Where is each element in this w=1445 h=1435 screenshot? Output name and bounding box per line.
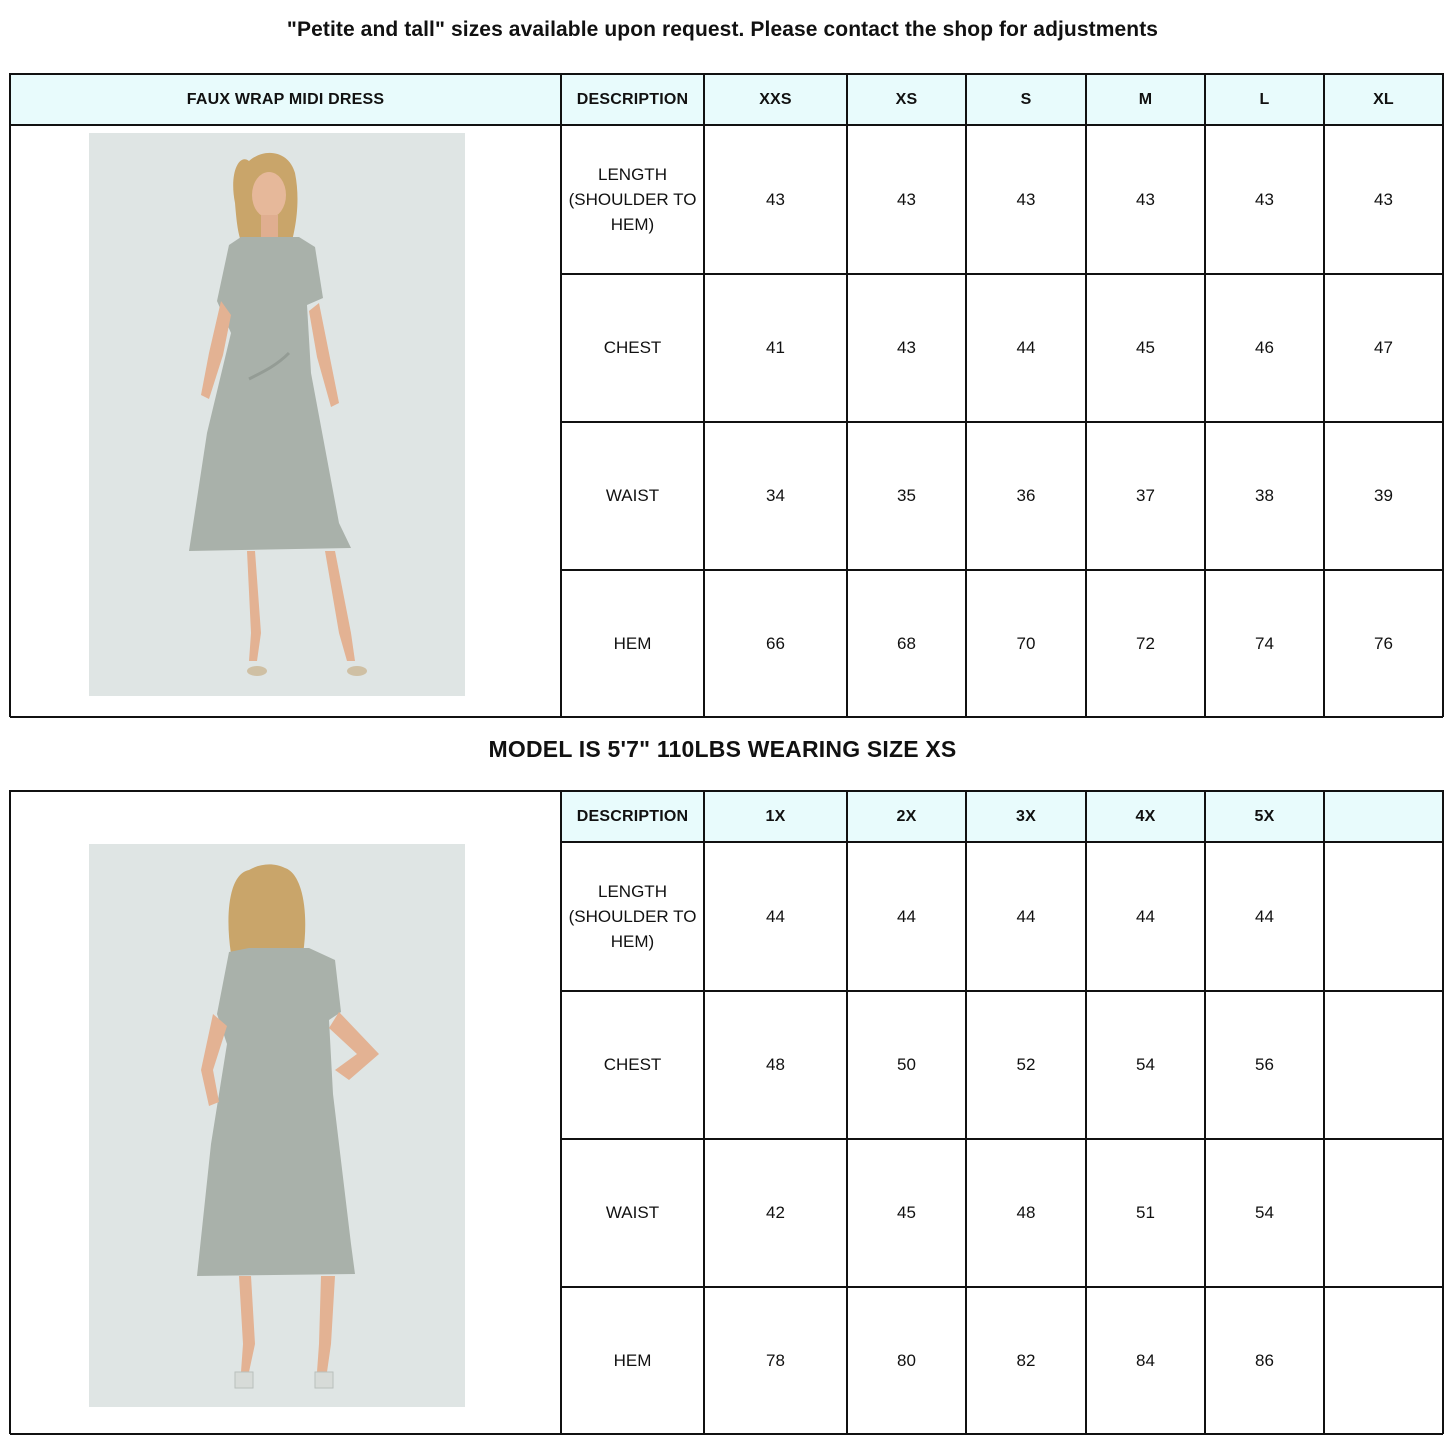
size-header-4x: 4X [1086, 790, 1205, 842]
size-header-m: M [1086, 73, 1205, 125]
size-header-s: S [966, 73, 1086, 125]
measurement-value: 45 [897, 1202, 916, 1222]
table-border [1442, 790, 1444, 1434]
measurement-value: 56 [1255, 1054, 1274, 1074]
size-header-xxs: XXS [704, 73, 847, 125]
size-header-3x: 3X [966, 790, 1086, 842]
measurement-value: 43 [1374, 189, 1393, 209]
column-divider [1323, 790, 1325, 1434]
row-divider [561, 1286, 1443, 1288]
row-label: CHEST [603, 1054, 662, 1074]
measurement-value: 44 [1136, 906, 1155, 926]
measurement-value: 52 [1016, 1054, 1036, 1074]
size-header-2x: 2X [847, 790, 966, 842]
measurement-value: 37 [1136, 485, 1155, 505]
row-label: LENGTH (SHOULDER TO HEM) [568, 164, 697, 234]
row-label: CHEST [603, 337, 662, 357]
measurement-value: 35 [897, 485, 916, 505]
row-divider [561, 1138, 1443, 1140]
measurement-value: 44 [897, 906, 916, 926]
product-title: FAUX WRAP MIDI DRESS [10, 73, 561, 125]
table-border [9, 790, 11, 1434]
size-header-xl: XL [1324, 73, 1443, 125]
column-divider [1085, 790, 1087, 1434]
measurement-value: 80 [897, 1350, 916, 1370]
size-header-5x: 5X [1205, 790, 1324, 842]
measurement-value: 45 [1136, 337, 1155, 357]
measurement-value: 48 [766, 1054, 785, 1074]
measurement-value: 41 [766, 337, 785, 357]
model-info: MODEL IS 5'7" 110LBS WEARING SIZE XS [488, 736, 957, 762]
measurement-value: 38 [1255, 485, 1274, 505]
header-divider [561, 841, 1443, 843]
measurement-value: 78 [766, 1350, 785, 1370]
measurement-value: 46 [1255, 337, 1274, 357]
row-label: HEM [613, 1350, 652, 1370]
measurement-value: 34 [766, 485, 785, 505]
empty-header-cell [1324, 790, 1443, 842]
row-label: WAIST [605, 485, 660, 505]
measurement-value: 50 [897, 1054, 916, 1074]
measurement-value: 43 [766, 189, 785, 209]
measurement-value: 44 [1016, 337, 1036, 357]
column-divider [846, 790, 848, 1434]
measurement-value: 76 [1374, 633, 1393, 653]
column-divider [965, 790, 967, 1434]
measurement-value: 51 [1136, 1202, 1155, 1222]
row-label: WAIST [605, 1202, 660, 1222]
measurement-value: 44 [1016, 906, 1036, 926]
measurement-value: 82 [1016, 1350, 1036, 1370]
measurement-value: 44 [1255, 906, 1274, 926]
measurement-value: 68 [897, 633, 916, 653]
table-border [10, 790, 1443, 792]
measurement-value: 42 [766, 1202, 785, 1222]
measurement-value: 74 [1255, 633, 1274, 653]
size-header-xs: XS [847, 73, 966, 125]
size-header-1x: 1X [704, 790, 847, 842]
measurement-value: 39 [1374, 485, 1393, 505]
measurement-value: 44 [766, 906, 785, 926]
measurement-value: 84 [1136, 1350, 1155, 1370]
measurement-value: 43 [1016, 189, 1036, 209]
row-label: LENGTH (SHOULDER TO HEM) [568, 881, 697, 951]
measurement-value: 70 [1016, 633, 1036, 653]
measurement-value: 43 [1255, 189, 1274, 209]
measurement-value: 54 [1136, 1054, 1155, 1074]
measurement-value: 43 [897, 189, 916, 209]
measurement-value: 48 [1016, 1202, 1036, 1222]
measurement-value: 66 [766, 633, 785, 653]
row-label: HEM [613, 633, 652, 653]
measurement-value: 86 [1255, 1350, 1274, 1370]
description-header: DESCRIPTION [561, 73, 704, 125]
description-header: DESCRIPTION [561, 790, 704, 842]
column-divider [703, 790, 705, 1434]
column-divider [560, 790, 562, 1434]
measurement-value: 36 [1016, 485, 1036, 505]
measurement-value: 47 [1374, 337, 1393, 357]
row-divider [561, 990, 1443, 992]
product-photo-back [89, 844, 465, 1407]
measurement-value: 43 [1136, 189, 1155, 209]
size-header-l: L [1205, 73, 1324, 125]
measurement-value: 43 [897, 337, 916, 357]
measurement-value: 72 [1136, 633, 1155, 653]
column-divider [1204, 790, 1206, 1434]
notice-text: "Petite and tall" sizes available upon request. Please contact the shop for adjustments [286, 18, 1159, 41]
measurement-value: 54 [1255, 1202, 1274, 1222]
